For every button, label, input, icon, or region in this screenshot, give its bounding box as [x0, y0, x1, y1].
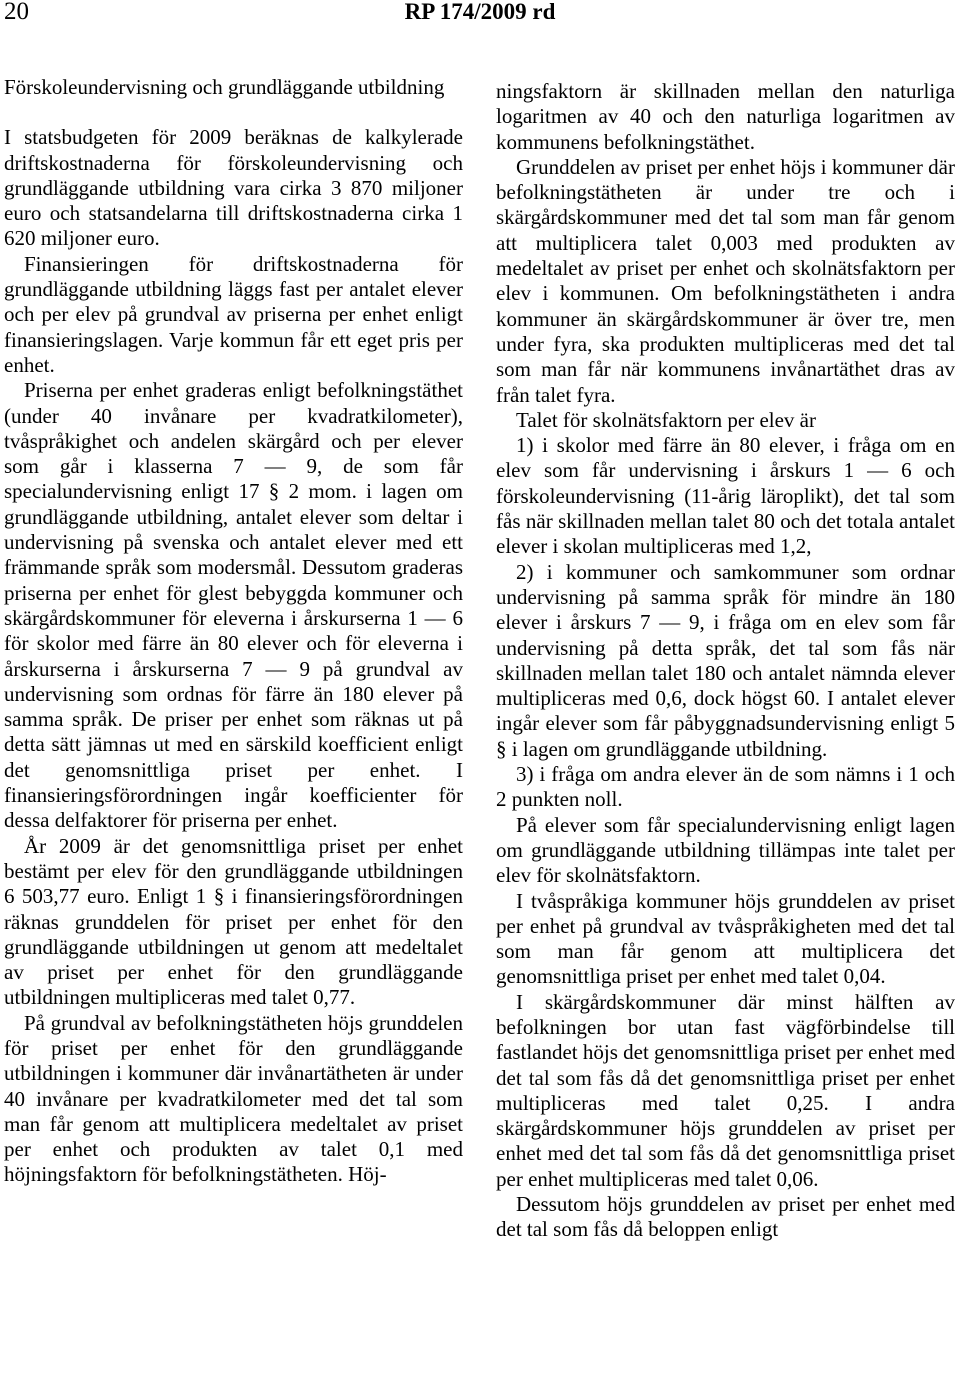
- paragraph: I tvåspråkiga kommuner höjs grunddelen av priset per enhet på grundval av tvåspråkigheten med det tal som man får genom att multiplicera det genomsnittliga priset per enhet med talet 0,04.: [496, 888, 955, 989]
- paragraph: År 2009 är det genomsnittliga priset per enhet bestämt per elev för den grundläggande utbildningen 6 503,77 euro. Enligt 1 § i finansieringsförordningen räknas grunddelen för priset per enhet för den grundläggande utbildningen ut genom att medeltalet av priset per enhet för den grundläggande utbildningen multipliceras med talet 0,77.: [4, 833, 463, 1010]
- paragraph: På elever som får specialundervisning enligt lagen om grundläggande utbildning tillämpas inte talet per elev för skolnätsfaktorn.: [496, 812, 955, 888]
- list-item: 2) i kommuner och samkommuner som ordnar undervisning på samma språk för mindre än 180 elever i årskurs 7 — 9, i fråga om en elev som får undervisning på detta språk, det tal som fås när skillnaden mellan talet 180 och antalet nämnda elever multipliceras med 0,6, dock högst 60. I antalet elever ingår elever som får påbyggnadsundervisning enligt 5 § i lagen om grundläggande utbildning.: [496, 559, 955, 761]
- document-id: RP 174/2009 rd: [404, 0, 556, 24]
- paragraph: Talet för skolnätsfaktorn per elev är: [516, 407, 816, 432]
- list-item: 1) i skolor med färre än 80 elever, i fråga om en elev som får undervisning i årskurs 1 — 6 och förskoleundervisning (11-årig läroplikt), det tal som fås när skillnaden mellan talet 80 och det totala antalet elever i skolan multipliceras med 1,2,: [496, 433, 955, 559]
- paragraph: I statsbudgeten för 2009 beräknas de kalkylerade driftskostnaderna för förskoleundervisning och grundläggande utbildning vara cirka 3 870 miljoner euro och statsandelarna till driftskostnaderna cirka 1 620 miljoner euro.: [4, 125, 463, 251]
- section-heading: Förskoleundervisning och grundläggande utbildning: [4, 75, 445, 99]
- list-item: 3) i fråga om andra elever än de som nämns i 1 och 2 punkten noll.: [496, 762, 955, 812]
- paragraph: Grunddelen av priset per enhet höjs i kommuner där befolkningstätheten är under tre och i skärgårdskommuner med det tal som man får genom att multiplicera talet 0,003 med produkten av medeltalet av priset per enhet och skolnätsfaktorn per elev i kommunen. Om befolkningstätheten i andra kommuner än skärgårdskommuner är över tre, men under fyra, ska produkten multipliceras med det tal som man får när kommunens invånartäthet dras av från talet fyra.: [496, 154, 955, 407]
- paragraph: ningsfaktorn är skillnaden mellan den naturliga logaritmen av 40 och den naturliga logaritmen av kommunens befolkningstäthet.: [496, 79, 955, 154]
- paragraph: Priserna per enhet graderas enligt befolkningstäthet (under 40 invånare per kvadratkilometer), tvåspråkighet och andelen skärgård och per elever som går i klasserna 7 — 9, de som får specialundervisning enligt 17 § 2 mom. i lagen om grundläggande utbildning, antalet elever som deltar i undervisning på svenska och antalet elever med ett främmande språk som modersmål. Dessutom graderas priserna per enhet för glest bebyggda kommuner och skärgårdskommuner för eleverna i årskurserna 1 — 6 för skolor med färre än 80 elever och för eleverna i årskurserna i årskurserna 7 — 9 på grundval av undervisning som ordnas för färre än 180 elever på samma språk. De priser per enhet som räknas ut på detta sätt jämnas ut med en särskild koefficient enligt det genomsnittliga priset per enhet. I finansieringsförordningen ingår koefficienter för dessa delfaktorer för priserna per enhet.: [4, 378, 463, 833]
- paragraph: På grundval av befolkningstätheten höjs grunddelen för priset per enhet för den grundläggande utbildningen i kommuner där invånartätheten är under 40 invånare per kvadratkilometer med det tal som man får genom att multiplicera medeltalet av priset per enhet och produkten av talet 0,1 med höjningsfaktorn för befolkningstätheten. Höj-: [4, 1010, 463, 1187]
- left-column: [4, 75, 463, 1188]
- right-column: [496, 79, 955, 1243]
- page-number: 20: [4, 0, 29, 25]
- paragraph: Finansieringen för driftskostnaderna för grundläggande utbildning läggs fast per antalet elever och per elev på grundval av priserna per enhet enligt finansieringslagen. Varje kommun får ett eget pris per enhet.: [4, 251, 463, 377]
- paragraph: Dessutom höjs grunddelen av priset per enhet med det tal som fås då beloppen enligt: [496, 1192, 955, 1242]
- paragraph: I skärgårdskommuner där minst hälften av befolkningen bor utan fast vägförbindelse till fastlandet höjs det genomsnittliga priset per enhet med det tal som fås då det genomsnittliga priset per enhet multipliceras med talet 0,25. I andra skärgårdskommuner höjs grunddelen av priset per enhet med det tal som fås då det genomsnittliga priset per enhet multipliceras med talet 0,06.: [496, 989, 955, 1191]
